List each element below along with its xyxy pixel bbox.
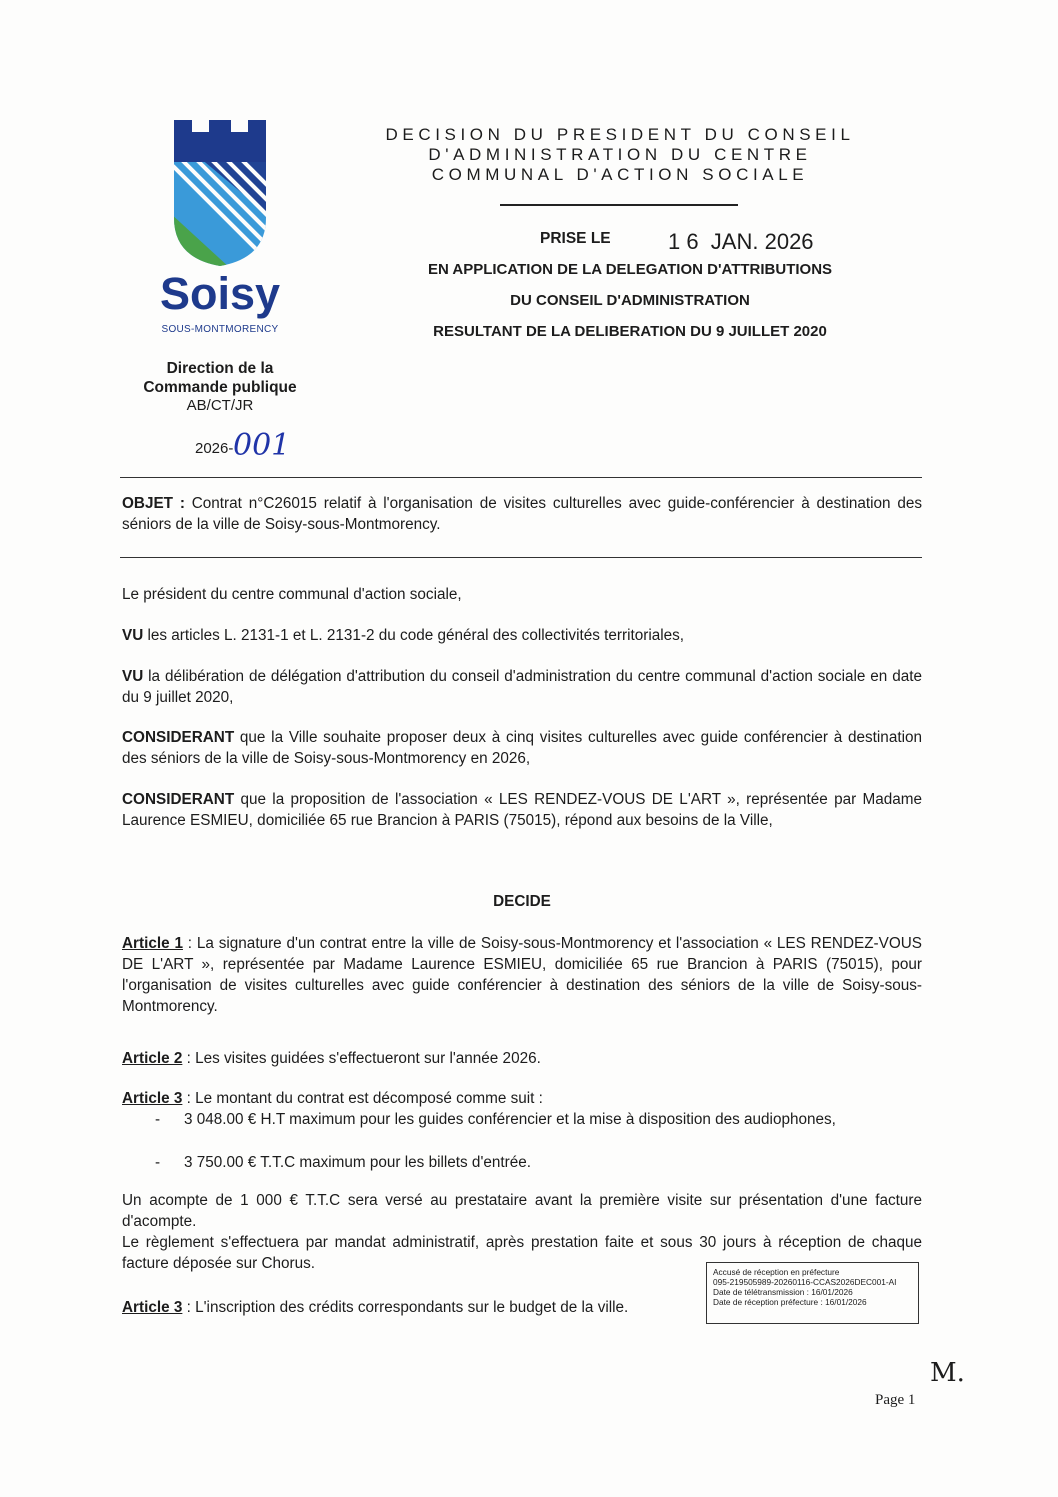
vu2-paragraph: [122, 666, 922, 708]
stamp-line3: Date de télétransmission : 16/01/2026: [713, 1287, 853, 1297]
list-item: [155, 1109, 921, 1130]
prise-label: PRISE LE: [540, 230, 611, 247]
article2-paragraph: [122, 1048, 922, 1069]
bullet-text: 3 048.00 € H.T maximum pour les guides conférencier et la mise à disposition des audiophones,: [184, 1111, 836, 1128]
document-title: [300, 125, 940, 185]
article2-label: Article 2: [122, 1050, 183, 1067]
reference-code: AB/CT/JR: [186, 397, 254, 414]
title-line2: D'ADMINISTRATION DU CENTRE: [428, 145, 812, 164]
delegation-line1: EN APPLICATION DE LA DELEGATION D'ATTRIBUTIONS: [427, 261, 833, 278]
decision-number-prefix: 2026-: [195, 440, 234, 457]
bullet-dash: -: [155, 1154, 161, 1171]
objet-paragraph: [122, 493, 922, 535]
stamp-line2: 095-219505989-20260116-CCAS2026DEC001-AI: [713, 1277, 897, 1287]
intro-paragraph: Le président du centre communal d'action sociale,: [122, 586, 462, 603]
objet-top-rule: [120, 477, 922, 478]
brand-name: Soisy: [159, 268, 281, 319]
prise-date-stamp: 1 6 JAN. 2026: [668, 229, 814, 254]
prefecture-receipt-stamp: [706, 1262, 919, 1324]
department-line1: Direction de la: [166, 360, 274, 377]
article3b-label: Article 3: [122, 1299, 183, 1316]
vu1-text: les articles L. 2131-1 et L. 2131-2 du code général des collectivités territoriales,: [143, 627, 685, 644]
considerant2-label: CONSIDERANT: [122, 791, 235, 808]
department: [100, 359, 340, 397]
title-line1: DECISION DU PRESIDENT DU CONSEIL: [385, 125, 855, 144]
reglement-paragraph: Le règlement s'effectuera par mandat administratif, après prestation faite et sous 30 jours à réception de chaque facture déposée sur Chorus.: [122, 1234, 922, 1272]
title-line3: COMMUNAL D'ACTION SOCIALE: [431, 165, 809, 184]
stamp-line4: Date de réception préfecture : 16/01/2026: [713, 1297, 867, 1307]
article1-paragraph: [122, 933, 922, 1017]
bullet-text: 3 750.00 € T.T.C maximum pour les billets d'entrée.: [184, 1154, 531, 1171]
article3-paragraph: [122, 1088, 922, 1109]
article3-text: : Le montant du contrat est décomposé comme suit :: [182, 1090, 543, 1107]
objet-text: Contrat n°C26015 relatif à l'organisation de visites culturelles avec guide-conférencier à destination des séniors de la ville de Soisy-sous-Montmorency.: [122, 495, 923, 533]
acompte-paragraph: Un acompte de 1 000 € T.T.C sera versé au prestataire avant la première visite sur présentation d'une facture d'acompte.: [122, 1192, 922, 1230]
considerant2-paragraph: [122, 789, 922, 831]
considerant2-text: que la proposition de l'association « LES RENDEZ-VOUS DE L'ART », représentée par Madame Laurence ESMIEU, domiciliée 65 rue Brancion à PARIS (75015), répond aux besoins de la Ville,: [122, 791, 922, 829]
objet-label: OBJET :: [122, 495, 185, 512]
stamp-line1: Accusé de réception en préfecture: [713, 1267, 840, 1277]
delegation-line3: RESULTANT DE LA DELIBERATION DU 9 JUILLET 2020: [433, 323, 827, 340]
brand-subtitle: SOUS-MONTMORENCY: [161, 324, 279, 335]
decision-number-handwritten: 001: [233, 428, 291, 463]
vu2-label: VU: [122, 668, 144, 685]
considerant1-text: que la Ville souhaite proposer deux à cinq visites culturelles avec guide conférencier à destination des séniors de la ville de Soisy-sous-Montmorency en 2026,: [122, 729, 922, 767]
article2-text: : Les visites guidées s'effectueront sur l'année 2026.: [182, 1050, 541, 1067]
decide-label: DECIDE: [493, 893, 551, 910]
article1-text: : La signature d'un contrat entre la ville de Soisy-sous-Montmorency et l'association « LES RENDEZ-VOUS DE L'ART », représentée par Madame Laurence ESMIEU, domiciliée 65 rue Brancion à PARIS (75015), pour l'organisation de visites culturelles avec guide conférencier à destination des séniors de la ville de Soisy-sous-Montmorency.: [122, 935, 923, 1015]
list-item: [155, 1152, 921, 1173]
title-divider: [500, 204, 738, 206]
handwritten-initial: M.: [930, 1358, 965, 1388]
considerant1-label: CONSIDERANT: [122, 729, 235, 746]
vu2-text: la délibération de délégation d'attribution du conseil d'administration du centre communal d'action sociale en date du 9 juillet 2020,: [122, 668, 922, 706]
article1-label: Article 1: [122, 935, 183, 952]
article3-label: Article 3: [122, 1090, 183, 1107]
vu1-label: VU: [122, 627, 144, 644]
article3b-text: : L'inscription des crédits correspondants sur le budget de la ville.: [182, 1299, 629, 1316]
vu1-paragraph: [122, 625, 922, 646]
bullet-dash: -: [155, 1111, 161, 1128]
objet-bottom-rule: [120, 557, 922, 558]
considerant1-paragraph: [122, 727, 922, 769]
page-number: Page 1: [875, 1392, 916, 1408]
decide-heading: [122, 891, 922, 912]
department-line2: Commande publique: [143, 379, 297, 396]
delegation-line2: DU CONSEIL D'ADMINISTRATION: [510, 292, 750, 309]
soisy-logo: [170, 118, 270, 268]
